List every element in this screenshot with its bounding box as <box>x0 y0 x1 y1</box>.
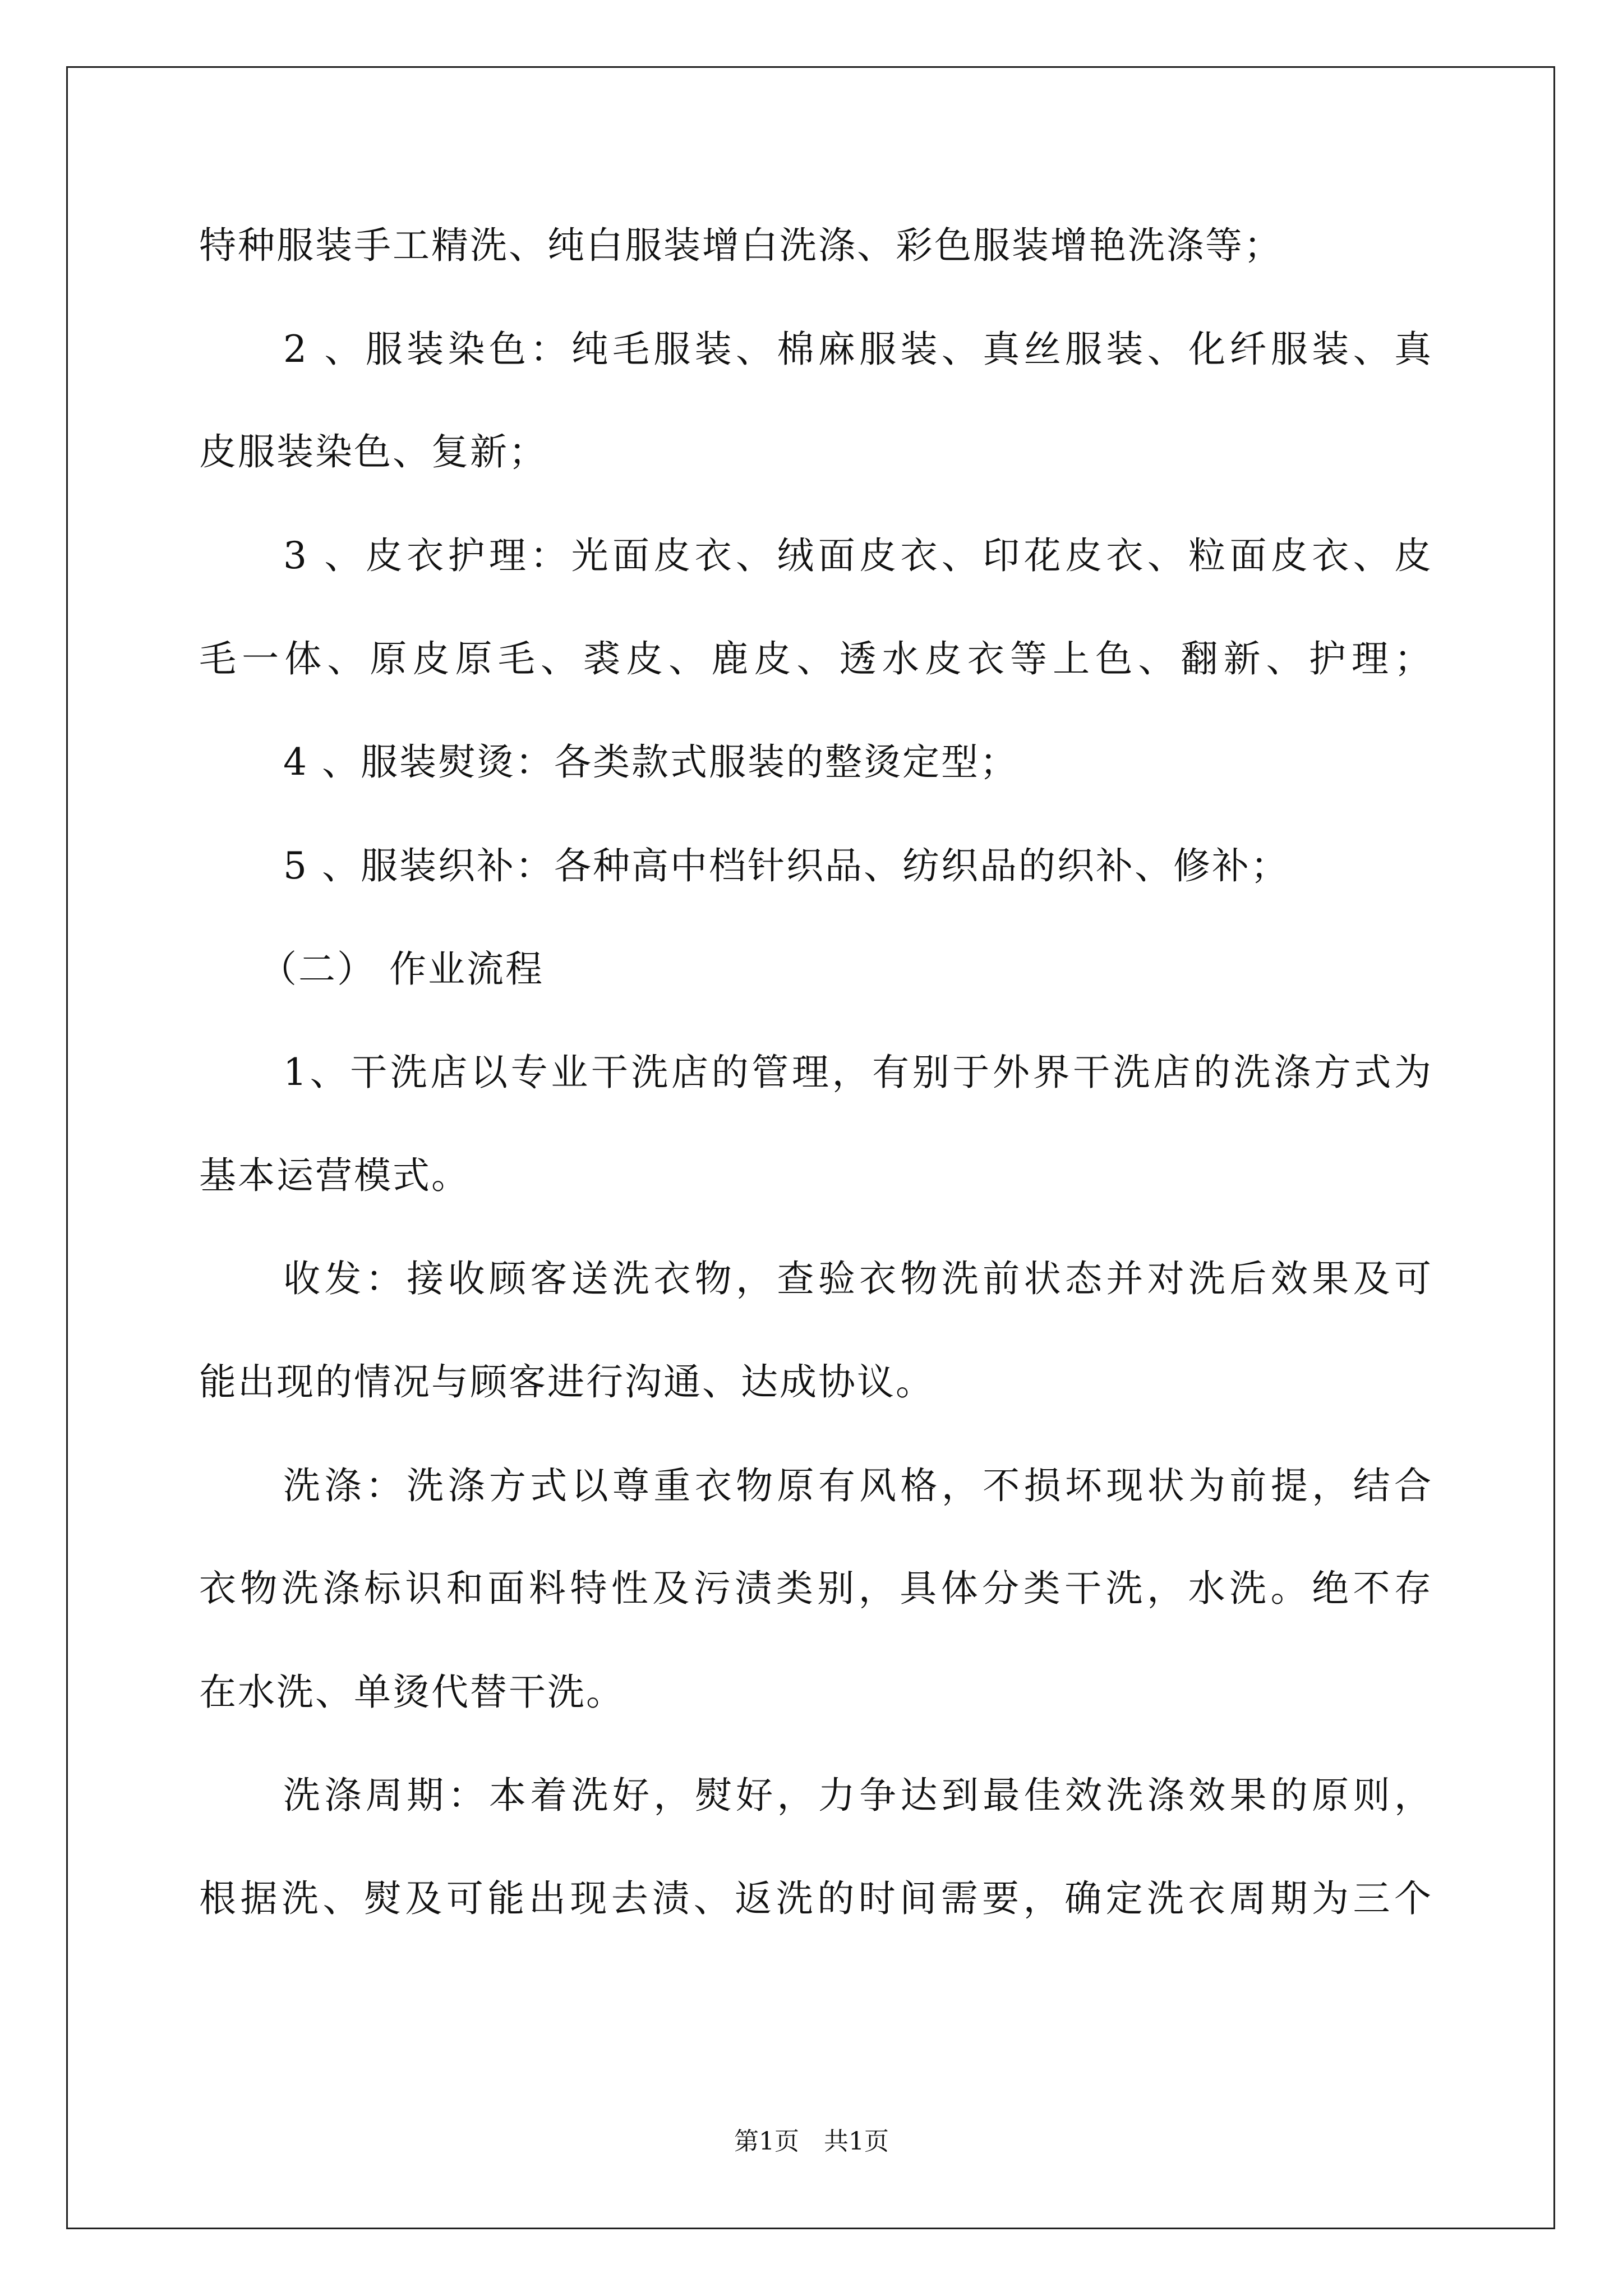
text-line: 衣物洗涤标识和面料特性及污渍类别，具体分类干洗，水洗。绝不存 <box>199 1567 1433 1610</box>
text-line: 毛一体、原皮原毛、裘皮、鹿皮、透水皮衣等上色、翻新、护理； <box>199 637 1433 680</box>
text-line: 在水洗、单烫代替干洗。 <box>199 1671 625 1714</box>
list-item-leather-care: 3 、皮衣护理：光面皮衣、绒面皮衣、印花皮衣、粒面皮衣、皮 <box>283 534 1433 577</box>
section-heading: （二） 作业流程 <box>260 947 544 991</box>
text-line: 能出现的情况与顾客进行沟通、达成协议。 <box>199 1360 934 1404</box>
paragraph-line: 收发：接收顾客送洗衣物，查验衣物洗前状态并对洗后效果及可 <box>283 1257 1433 1300</box>
page-number-footer: 第1页 共1页 <box>734 2127 889 2156</box>
paragraph-line: 洗涤：洗涤方式以尊重衣物原有风格，不损坏现状为前提，结合 <box>283 1464 1433 1507</box>
list-item-mending: 5 、服装织补：各种高中档针织品、纺织品的织补、修补； <box>283 844 1289 887</box>
text-line: 皮服装染色、复新； <box>199 430 547 473</box>
text-line: 基本运营模式。 <box>199 1154 470 1197</box>
paragraph-line: 洗涤周期：本着洗好，熨好，力争达到最佳效洗涤效果的原则， <box>283 1774 1433 1817</box>
list-item-dyeing: 2 、服装染色：纯毛服装、棉麻服装、真丝服装、化纤服装、真 <box>283 328 1433 371</box>
text-line: 根据洗、熨及可能出现去渍、返洗的时间需要，确定洗衣周期为三个 <box>199 1877 1433 1920</box>
paragraph-line: 1、干洗店以专业干洗店的管理，有别于外界干洗店的洗涤方式为 <box>283 1051 1433 1094</box>
text-line: 特种服装手工精洗、纯白服装增白洗涤、彩色服装增艳洗涤等； <box>199 224 1283 267</box>
list-item-ironing: 4 、服装熨烫：各类款式服装的整烫定型； <box>283 740 1018 784</box>
